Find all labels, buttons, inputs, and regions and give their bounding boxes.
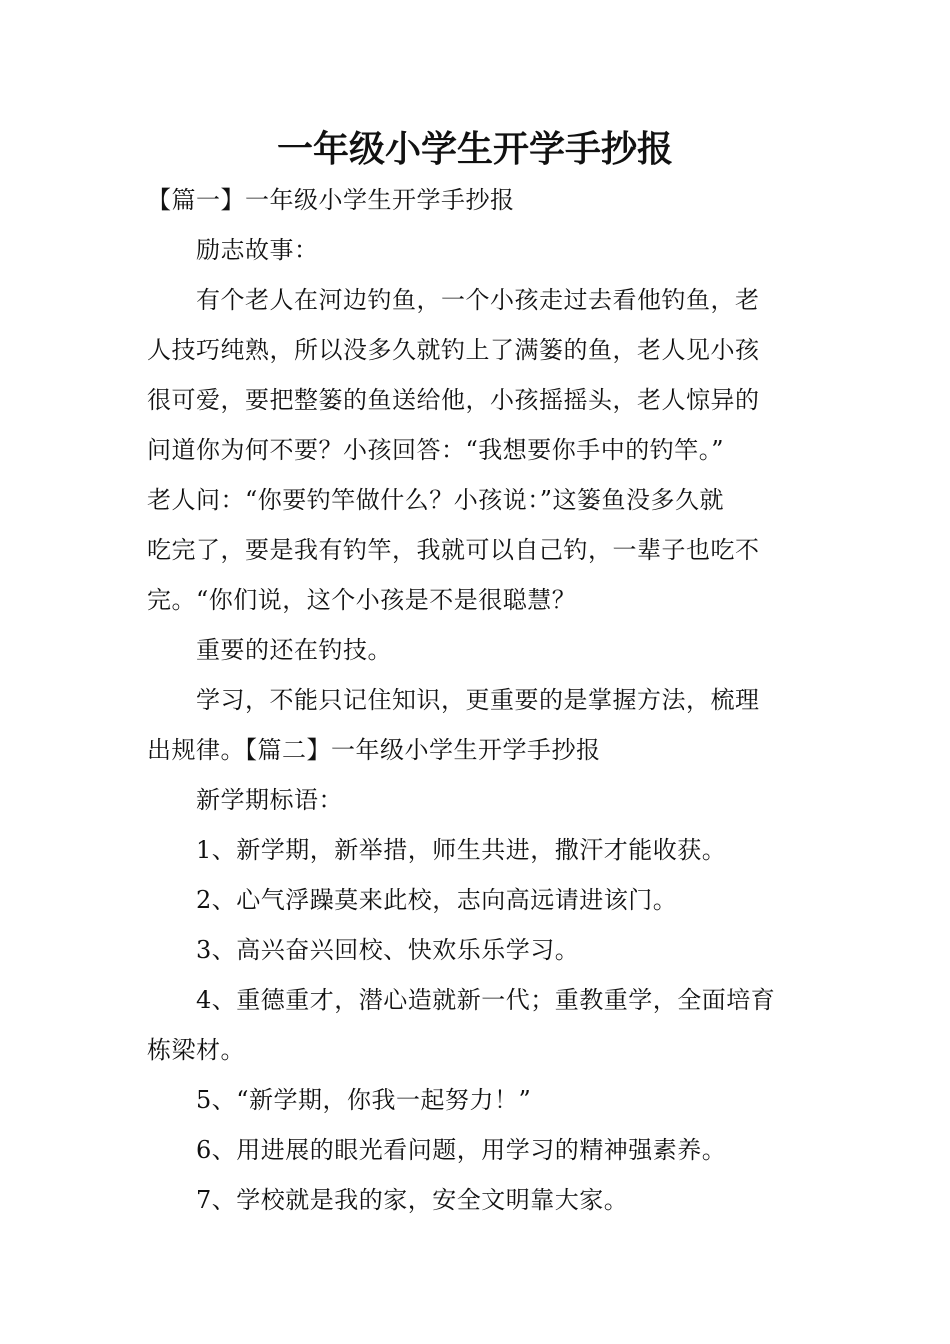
paragraph-line: 出规律。【篇二】一年级小学生开学手抄报: [147, 736, 601, 764]
list-item: 5、“新学期，你我一起努力！”: [196, 1086, 532, 1114]
paragraph-line: 很可爱，要把整篓的鱼送给他，小孩摇摇头，老人惊异的: [147, 386, 760, 414]
paragraph-line: 完。“你们说，这个小孩是不是很聪慧？: [147, 586, 577, 614]
paragraph-line: 重要的还在钓技。: [196, 636, 392, 664]
paragraph-line: 吃完了，要是我有钓竿，我就可以自己钓，一辈子也吃不: [147, 536, 760, 564]
list-item: 1、新学期，新举措，师生共进，撒汗才能收获。: [196, 836, 727, 864]
list-item-continuation: 栋梁材。: [147, 1036, 245, 1064]
paragraph-line: 有个老人在河边钓鱼，一个小孩走过去看他钓鱼，老: [196, 286, 760, 314]
paragraph-line: 问道你为何不要？小孩回答：“我想要你手中的钓竿。”: [147, 436, 725, 464]
list-item: 6、用进展的眼光看问题，用学习的精神强素养。: [196, 1136, 727, 1164]
list-item: 3、高兴奋兴回校、快欢乐乐学习。: [196, 936, 580, 964]
paragraph-line: 新学期标语：: [196, 786, 343, 814]
document-title: 一年级小学生开学手抄报: [276, 129, 673, 170]
paragraph-line: 励志故事：: [196, 236, 319, 264]
list-item: 7、学校就是我的家，安全文明靠大家。: [196, 1186, 629, 1214]
paragraph-line: 老人问：“你要钓竿做什么？小孩说：”这篓鱼没多久就: [147, 486, 725, 514]
section-heading-1: 【篇一】一年级小学生开学手抄报: [147, 186, 515, 214]
list-item: 4、重德重才，潜心造就新一代；重教重学，全面培育: [196, 986, 776, 1014]
paragraph-line: 人技巧纯熟，所以没多久就钓上了满篓的鱼，老人见小孩: [147, 336, 760, 364]
paragraph-line: 学习，不能只记住知识，更重要的是掌握方法，梳理: [196, 686, 760, 714]
list-item: 2、心气浮躁莫来此校，志向高远请进该门。: [196, 886, 678, 914]
